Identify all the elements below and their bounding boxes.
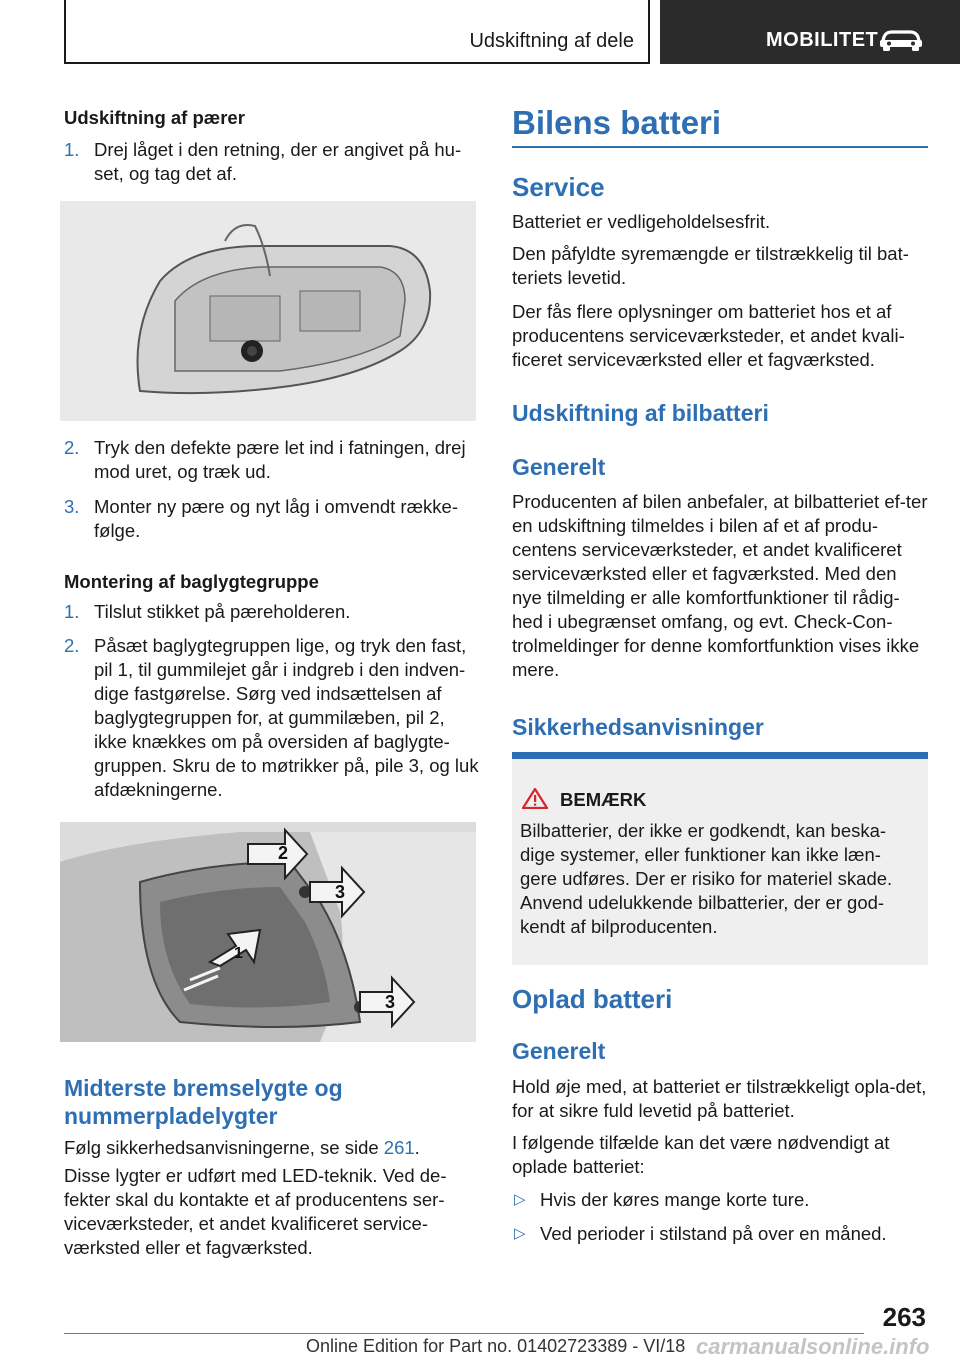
notice-text: Bilbatterier, der ikke er godkendt, kan beska-dige systemer, eller funktioner kan ikke læn-gere udføres. Der er risiko for materiel skade. Anvend udelukkende bilbatterier, der er god-kendt af bilproducenten. — [520, 820, 893, 937]
step-2-attach-tail-light: 2. Påsæt baglygtegruppen lige, og tryk den fast, pil 1, til gummilejet går i indgreb i den indven-dige fastgørelse. Sørg ved indsættelsen af baglygtegruppen for, at gummilæben, pil 2, ikke knækkes om på oversiden af baglygte-gruppen. Skru de to møtrikker på, pile 3, og luk afdækningerne. — [64, 635, 479, 800]
car-icon — [878, 28, 924, 52]
notice-box — [512, 752, 928, 965]
step-1-connect-plug: 1. Tilslut stikket på pæreholderen. — [64, 601, 351, 622]
service-paragraph-3: Der fås flere oplysninger om batteriet hos et af producentens serviceværksteder, et andet kvali-ficeret serviceværksted eller et fagværksted. — [512, 301, 905, 370]
title-vehicle-battery: Bilens batteri — [512, 104, 722, 141]
service-paragraph-1: Batteriet er vedligeholdelsesfrit. — [512, 211, 771, 232]
bullet-triangle-icon: ▷ — [514, 1191, 526, 1208]
charge-paragraph-2: I følgende tilfælde kan det være nødvendigt at oplade batteriet: — [512, 1132, 890, 1177]
led-paragraph: Disse lygter er udført med LED-teknik. Ved de-fekter skal du kontakte et af producentens ser-viceværksteder, et andet kvalificeret service-værksted eller et fagværksted. — [64, 1165, 447, 1258]
footer-edition: Online Edition for Part no. 01402723389 - VI/18 — [306, 1336, 686, 1356]
tail-light-mounting-illustration — [60, 822, 476, 1042]
header-chapter-tab — [660, 0, 960, 64]
heading-service: Service — [512, 172, 605, 202]
service-paragraph-2: Den påfyldte syremængde er tilstrækkelig til bat-teriets levetid. — [512, 243, 909, 288]
header-chapter-label: MOBILITET — [766, 29, 879, 51]
heading-centre-brake-light: Midterste bremselygte og nummerpladelygter — [64, 1075, 343, 1129]
mount-label-3-top: 3 — [335, 882, 346, 902]
bullet-triangle-icon: ▷ — [514, 1225, 526, 1242]
step-1-remove-cover: 1. Drej låget i den retning, der er angivet på hu-set, og tag det af. — [64, 139, 462, 184]
page-link-261[interactable]: 261 — [383, 1137, 415, 1158]
charge-paragraph-1: Hold øje med, at batteriet er tilstrækkeligt opla-det, for at sikre fuld levetid på batteriet. — [512, 1076, 927, 1121]
heading-battery-replacement: Udskiftning af bilbatteri — [512, 400, 769, 426]
mount-label-1: 1 — [234, 945, 243, 962]
tail-light-mounting-image — [60, 822, 476, 1042]
header-section-title: Udskiftning af dele — [469, 30, 634, 52]
warning-icon — [522, 787, 548, 809]
mount-label-2: 2 — [278, 843, 289, 863]
bullet-short-trips: ▷ Hvis der køres mange korte ture. — [514, 1189, 810, 1210]
tail-light-housing-illustration — [60, 201, 476, 421]
heading-charge-battery: Oplad batteri — [512, 984, 673, 1014]
title-rule — [512, 146, 928, 148]
heading-safety-instructions: Sikkerhedsanvisninger — [512, 714, 764, 740]
heading-general-2: Generelt — [512, 1038, 606, 1064]
bullet-standstill: ▷ Ved perioder i stilstand på over en måned. — [514, 1223, 887, 1244]
tail-light-housing-image — [60, 201, 476, 421]
watermark: carmanualsonline.info — [696, 1334, 930, 1359]
header-section-box — [64, 0, 650, 64]
step-2-remove-bulb: 2. Tryk den defekte pære let ind i fatningen, drej mod uret, og træk ud. — [64, 437, 466, 482]
heading-general: Generelt — [512, 454, 606, 480]
mount-label-3-bottom: 3 — [385, 992, 396, 1012]
general-paragraph: Producenten af bilen anbefaler, at bilbatteriet ef-ter en udskiftning tilmeldes i bilen af et af produ-centens serviceværksteder, et andet kvalificeret serviceværksted eller et fagværksted. Med den nye tilmelding er alle komfortfunktioner til rådig-hed i ubegrænset omfang, og evt. Check-Con-trolmeldinger for denne komfortfunktion vises ikke mere. — [512, 491, 928, 680]
safety-reference: Følg sikkerhedsanvisningerne, se side 261. — [64, 1137, 420, 1158]
step-3-mount-new-bulb: 3. Monter ny pære og nyt låg i omvendt række-følge. — [64, 496, 458, 541]
heading-tail-light-mounting: Montering af baglygtegruppe — [64, 571, 319, 592]
page-number: 263 — [882, 1302, 926, 1332]
notice-label: BEMÆRK — [560, 789, 647, 810]
heading-bulb-replacement: Udskiftning af pærer — [64, 107, 245, 128]
